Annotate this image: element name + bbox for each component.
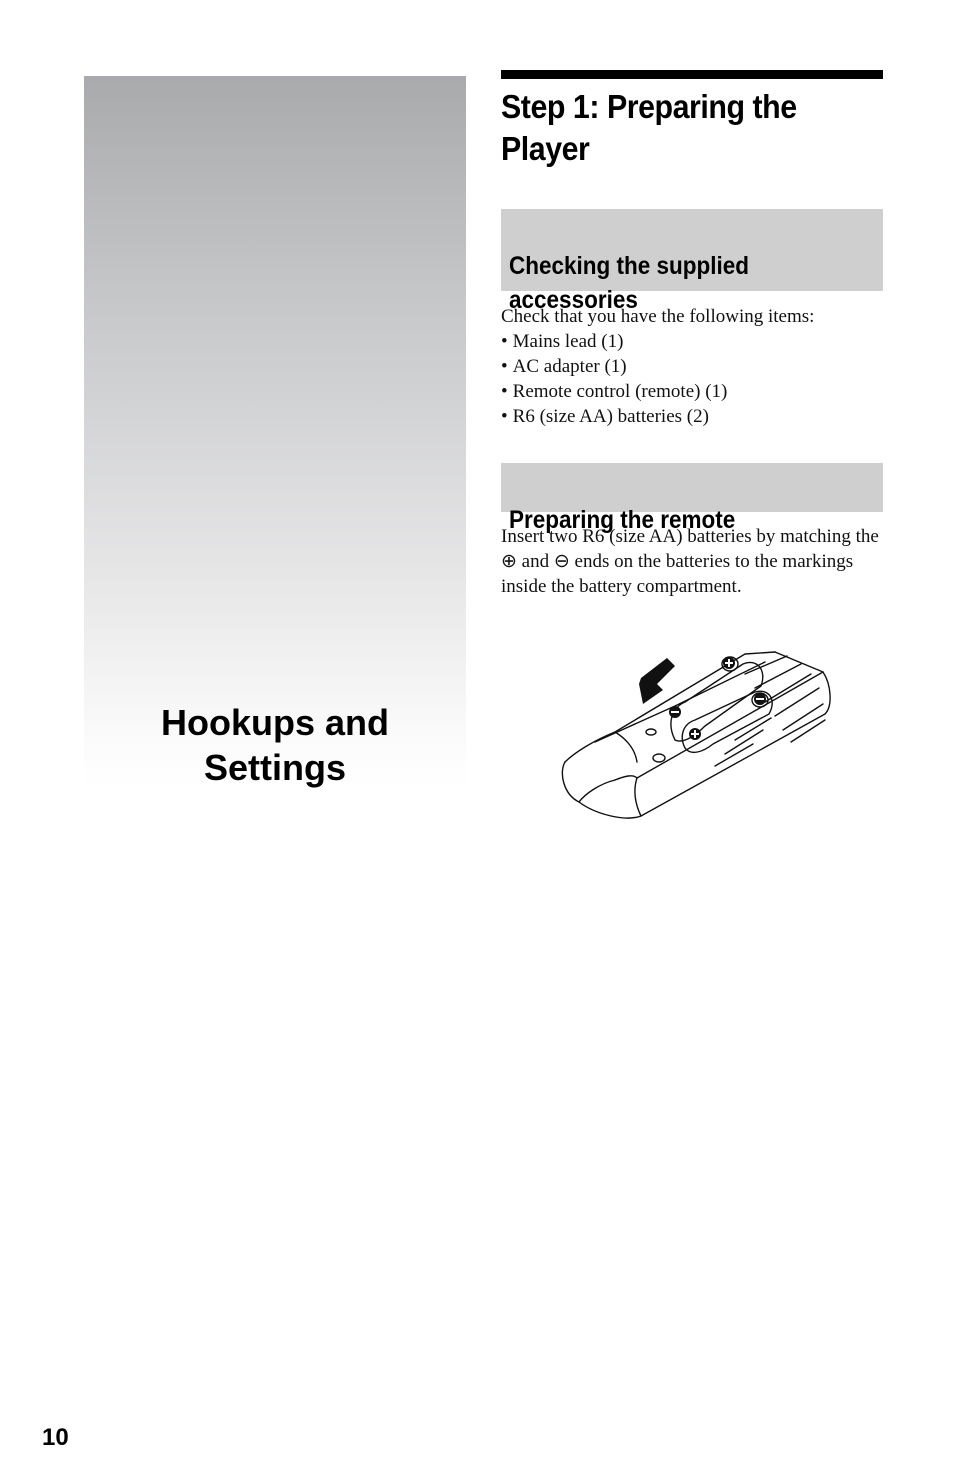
accessories-heading — [501, 209, 883, 314]
page-number: 10 — [42, 1424, 69, 1451]
accessories-list — [501, 329, 727, 429]
remote-instructions — [501, 524, 886, 599]
minus-icon: ⊖ — [553, 551, 570, 572]
remote-text-part: ends on the batteries to the markings inside the battery compartment. — [501, 551, 854, 597]
page-title: Step 1: Preparing the Player — [501, 88, 797, 167]
remote-text-part: Insert two R6 (size AA) batteries by matching the — [501, 526, 879, 547]
list-item: • R6 (size AA) batteries (2) — [501, 406, 709, 427]
remote-text-part: and — [516, 551, 554, 572]
list-item: • Remote control (remote) (1) — [501, 381, 728, 402]
plus-icon: ⊕ — [501, 551, 517, 572]
list-item-text: R6 (size AA) batteries (2) — [512, 406, 709, 427]
list-item-text: AC adapter (1) — [512, 356, 627, 377]
section-side-panel — [84, 76, 466, 788]
accessories-heading-text: Checking the supplied accessories — [509, 252, 750, 314]
remote-battery-illustration — [555, 644, 835, 826]
section-title: Hookups and Settings — [160, 702, 389, 788]
list-item-text: Remote control (remote) (1) — [512, 381, 728, 402]
title-rule — [501, 70, 883, 79]
list-item-text: Mains lead (1) — [512, 331, 624, 352]
list-item: • AC adapter (1) — [501, 356, 627, 377]
remote-heading — [501, 463, 883, 534]
list-item: • Mains lead (1) — [501, 331, 624, 352]
accessories-intro: Check that you have the following items: — [501, 306, 815, 327]
remote-heading-text: Preparing the remote — [509, 506, 736, 534]
